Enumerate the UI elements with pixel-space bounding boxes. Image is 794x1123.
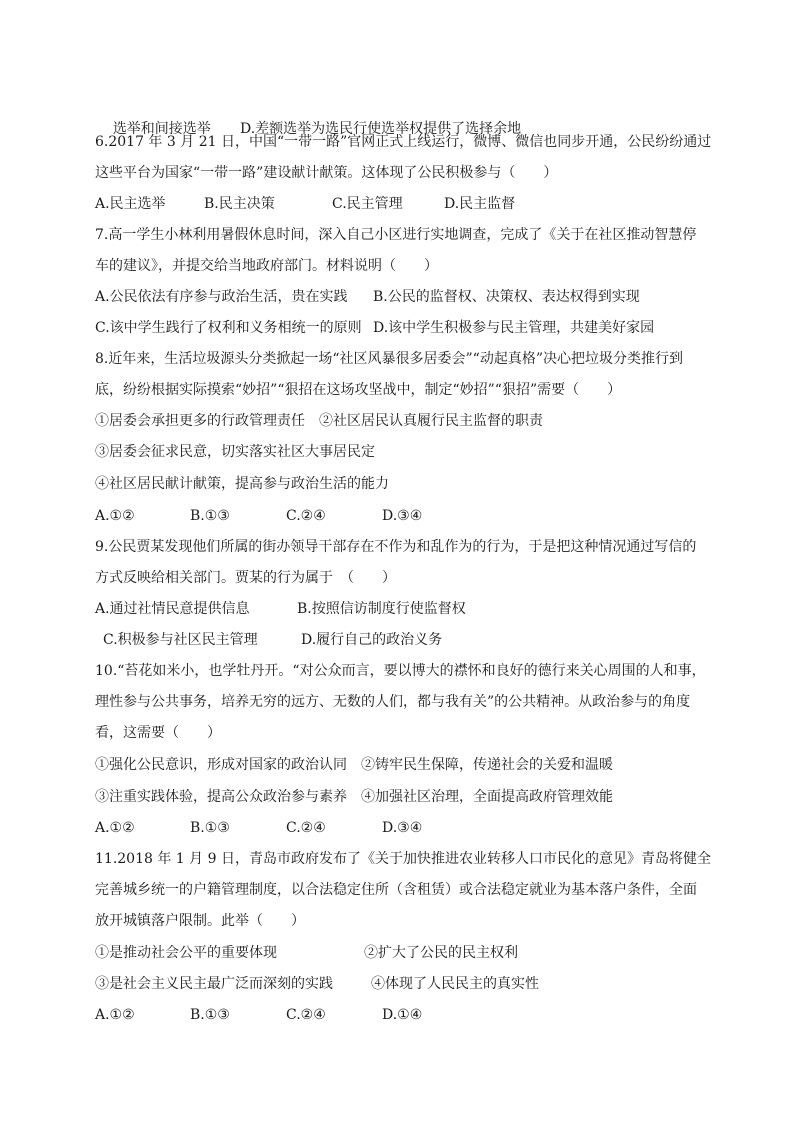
q10-option-b: B.①③	[190, 820, 230, 836]
q7-stem-line-2: 车的建议》，并提交给当地政府部门。材料说明（ ）	[95, 258, 438, 274]
q6-stem-line-2: 这些平台为国家“一带一路”建设献计献策。这体现了公民积极参与（ ）	[95, 165, 558, 181]
q7-stem-line-1: 7.高一学生小林利用暑假休息时间，深入自己小区进行实地调查，完成了《关于在社区推动智慧停	[95, 227, 697, 243]
q6-stem-line-1: 6.2017 年 3 月 21 日，中国“一带一路”官网正式上线运行，微博、微信也同步开通，公民纷纷通过	[95, 134, 712, 150]
q10-option-c: C.②④	[286, 820, 326, 836]
q8-option-c: C.②④	[286, 508, 326, 524]
q11-stem-line-2: 完善城乡统一的户籍管理制度，以合法稳定住所（含租赁）或合法稳定就业为基本落户条件，全面	[95, 882, 697, 898]
q8-option-a: A.①②	[95, 508, 135, 524]
q8-statement-12: ①居委会承担更多的行政管理责任 ②社区居民认真履行民主监督的职责	[95, 413, 543, 429]
q8-option-b: B.①③	[190, 508, 230, 524]
q8-statement-3: ③居委会征求民意，切实落实社区大事居民定	[95, 444, 375, 460]
q11-statement-2: ②扩大了公民的民主权利	[364, 945, 518, 961]
q11-statement-1: ①是推动社会公平的重要体现	[95, 945, 277, 961]
q11-option-a: A.①②	[95, 1007, 135, 1023]
q6-option-c: C.民主管理	[332, 196, 403, 212]
q10-stem-line-2: 理性参与公共事务，培养无穷的远方、无数的人们，都与我有关”的公共精神。从政治参与的角度	[95, 694, 691, 710]
q10-stem-line-3: 看，这需要（ ）	[95, 725, 221, 741]
q6-option-d: D.民主监督	[444, 196, 516, 212]
q6-option-a: A.民主选举	[95, 196, 166, 212]
q11-options	[95, 1006, 423, 1114]
q11-option-c: C.②④	[286, 1007, 326, 1023]
q7-option-d: D.该中学生积极参与民主管理，共建美好家园	[373, 320, 655, 336]
q10-option-d: D.③④	[382, 820, 423, 836]
q11-statement-4: ④体现了人民民主的真实性	[371, 976, 539, 992]
q5-c-tail: 选举和间接选举	[112, 121, 211, 137]
q11-stem-line-3: 放开城镇落户限制。此举（ ）	[95, 913, 305, 929]
q8-statement-4: ④社区居民献计献策，提高参与政治生活的能力	[95, 476, 389, 492]
q9-stem-line-1: 9.公民贾某发现他们所属的街办领导干部存在不作为和乱作为的行为，于是把这种情况通过写信的	[95, 539, 697, 555]
q9-option-c: C.积极参与社区民主管理	[103, 632, 258, 648]
q9-option-a: A.通过社情民意提供信息	[95, 601, 250, 617]
q5-option-d: D.差额选举为选民行使选举权提供了选择余地	[240, 121, 522, 137]
q9-stem-line-2: 方式反映给相关部门。贾某的行为属于 （ ）	[95, 570, 396, 586]
q7-option-a: A.公民依法有序参与政治生活，贵在实践	[95, 289, 348, 305]
q10-statement-12: ①强化公民意识，形成对国家的政治认同 ②铸牢民生保障，传递社会的关爱和温暖	[95, 757, 613, 773]
q10-stem-line-1: 10.“苔花如米小，也学牡丹开。“对公众而言，要以博大的襟怀和良好的德行来关心周围的人和事，	[95, 663, 706, 679]
q9-option-d: D.履行自己的政治义务	[301, 632, 443, 648]
q11-statement-3: ③是社会主义民主最广泛而深刻的实践	[95, 976, 333, 992]
q8-stem-line-1: 8.近年来，生活垃圾源头分类掀起一场“社区风暴很多居委会”“动起真格”决心把垃圾分类推行到	[95, 351, 683, 367]
q9-option-b: B.按照信访制度行使监督权	[297, 601, 466, 617]
q6-option-b: B.民主决策	[204, 196, 275, 212]
q10-option-a: A.①②	[95, 820, 135, 836]
q11-option-d: D.①④	[382, 1007, 423, 1023]
q11-stem-line-1: 11.2018 年 1 月 9 日，青岛市政府发布了《关于加快推进农业转移人口市民化的意见》青岛将健全	[95, 851, 711, 867]
q8-stem-line-2: 底，纷纷根据实际摸索“妙招”“狠招在这场攻坚战中，制定“妙招”“狠招”需要（ ）	[95, 382, 622, 398]
q7-option-b: B.公民的监督权、决策权、表达权得到实现	[373, 289, 640, 305]
q10-statement-34: ③注重实践体验，提高公众政治参与素养 ④加强社区治理，全面提高政府管理效能	[95, 789, 613, 805]
q8-option-d: D.③④	[382, 508, 423, 524]
q7-option-c: C.该中学生践行了权利和义务相统一的原则	[95, 320, 362, 336]
q11-option-b: B.①③	[190, 1007, 230, 1023]
